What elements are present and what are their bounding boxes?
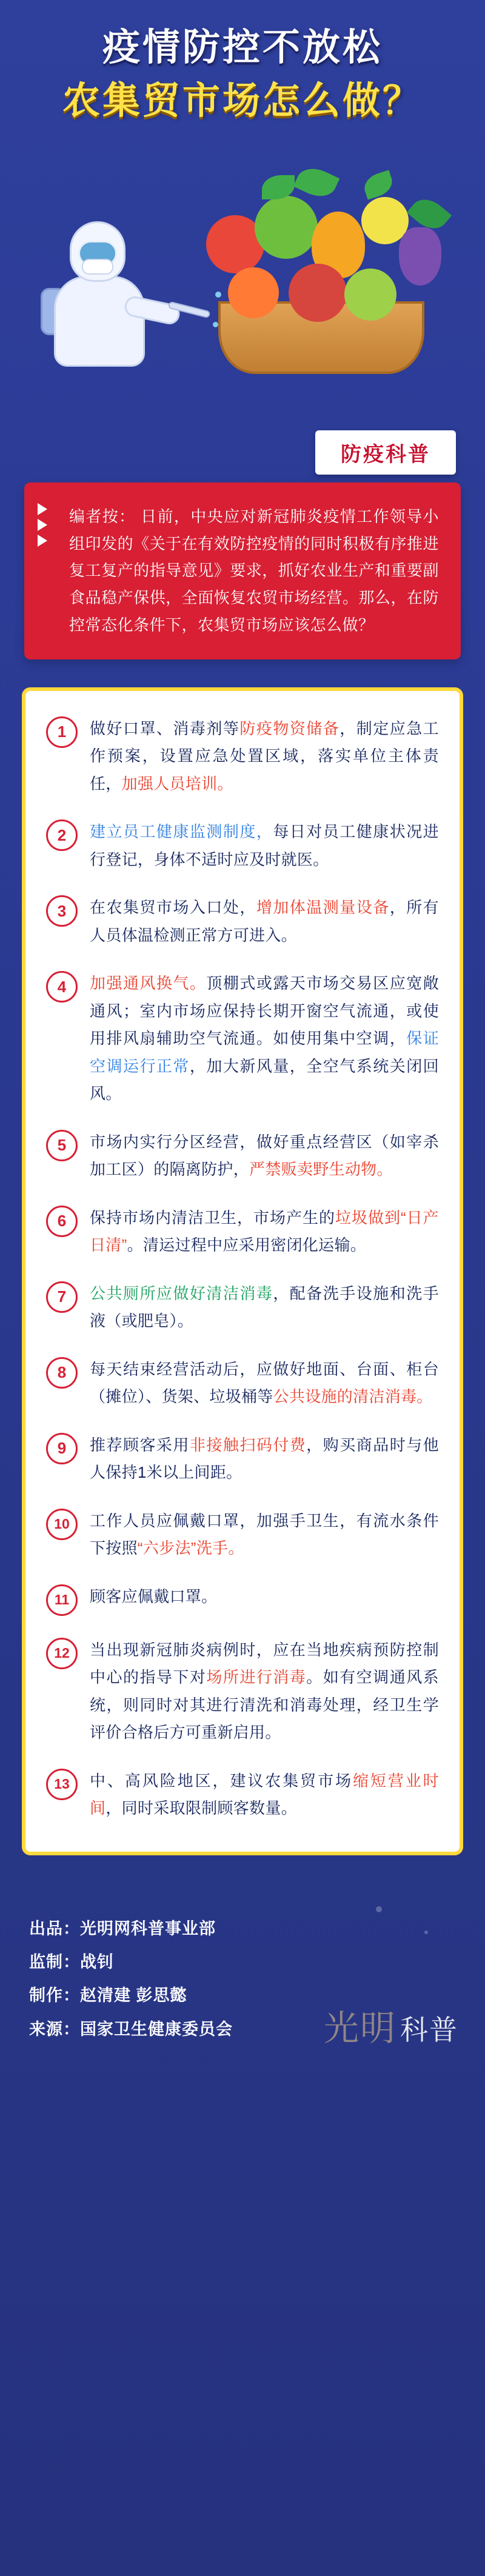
guideline-text-segment: 每日对员工健康状况进行登记，身体不适时应及时就医。 [90,823,439,869]
guideline-number-badge: 5 [46,1130,78,1161]
page-title-line2: 农集贸市场怎么做？ [62,79,423,122]
sanitation-worker-icon [33,215,173,373]
guideline-text-segment: 加强通风换气。 [90,974,207,993]
footer-line-2: 制作：赵清建 彭思懿 [29,1986,187,2005]
guideline-text [90,715,439,798]
guideline-text-segment: 保证空调运行正常 [90,1029,440,1075]
leaf-icon [293,162,340,203]
guideline-text-segment: 增加体温测量设备 [256,898,390,917]
footer-line-3: 来源：国家卫生健康委员会 [29,2020,233,2038]
guideline-text-segment: 中、高风险地区，建议农集贸市场 [90,1771,353,1790]
guideline-number-badge: 9 [46,1433,78,1464]
title-block [0,24,485,124]
page-title-line1: 疫情防控不放松 [102,27,383,68]
guideline-text-segment: 防疫物资储备 [239,719,340,738]
guideline-text-segment: 建立员工健康监测制度， [90,823,273,841]
guideline-text-segment: 非接触扫码付费 [189,1435,307,1454]
poster-footer [0,1888,485,2088]
guideline-text-segment: ，配备洗手设施和洗手液（或肥皂）。 [90,1284,439,1330]
guideline-text-segment: 在农集贸市场入口处， [90,898,256,917]
brand-logo [324,2000,458,2050]
worker-body [54,276,145,367]
guideline-item [46,894,439,949]
guideline-item [46,1507,439,1563]
cabbage-icon [255,196,318,259]
guideline-text-segment: 顾客应佩戴口罩。 [90,1587,218,1606]
guideline-text-segment: 加强人员培训。 [121,774,233,793]
guideline-list-card [22,687,463,1855]
guideline-text-segment: ，制定应急工作预案，设置应急处置区域，落实单位主体责任， [90,719,439,793]
guideline-text [90,1583,439,1611]
guideline-number-badge: 1 [46,716,78,748]
guideline-item [46,1637,439,1747]
guideline-item [46,1583,439,1616]
brand-name-main: 光明 [323,2008,396,2048]
guideline-text-segment: 垃圾做到“日产日清” [90,1208,439,1255]
guideline-text-segment: ，购买商品时与他人保持1米以上间距。 [90,1435,439,1482]
guideline-item [46,1129,439,1184]
guideline-text-segment: ，加大新风量，全空气系统关闭回风。 [90,1056,439,1103]
arrow-right-icon [38,503,47,515]
guideline-text [90,1507,439,1563]
guideline-number-badge: 10 [46,1509,78,1540]
guideline-item [46,818,439,873]
guideline-text-segment: 公共设施的清洁消毒。 [273,1387,433,1406]
melon-icon [344,269,396,321]
guideline-text [90,1432,439,1487]
guideline-text-segment: 。如有空调通风系统，则同时对其进行清洗和消毒处理，经卫生学评价合格后方可重新启用。 [90,1668,439,1742]
editor-note-text: 编者按： 日前，中央应对新冠肺炎疫情工作领导小组印发的《关于在有效防控疫情的同时积极有序推进复工复产的指导意见》要求，抓好农业生产和重要副食品稳产保供，全面恢复农贸市场经营。那么，在防控常态化条件下，农集贸市场应该怎么做？ [69,507,439,634]
guideline-text-segment: 顶棚式或露天市场交易区应宽敞通风；室内市场应保持长期开窗空气流通，或使用排风扇辅助空气流通。如使用集中空调， [90,974,440,1048]
guideline-number-badge: 7 [46,1281,78,1313]
guideline-text-segment: 严禁贩卖野生动物。 [249,1160,393,1179]
guideline-text-segment: 场所进行消毒 [206,1668,307,1687]
guideline-text-segment: 每天结束经营活动后，应做好地面、台面、柜台（摊位）、货架、垃圾桶等 [90,1360,439,1406]
guideline-text [90,1767,439,1823]
vegetables-illustration [182,161,467,385]
guideline-text-segment: 做好口罩、消毒剂等 [90,719,240,738]
footer-line-0: 出品：光明网科普事业部 [29,1919,216,1938]
guideline-text [90,1204,439,1260]
guideline-number-badge: 2 [46,819,78,851]
arrow-marker-group [38,503,47,547]
guideline-item [46,1767,439,1823]
guideline-number-badge: 4 [46,971,78,1003]
guideline-text [90,818,439,873]
guideline-text-segment: “六步法”洗手。 [137,1539,244,1558]
guideline-text-segment: 市场内实行分区经营，做好重点经营区（如宰杀加工区）的隔离防护， [90,1132,439,1179]
guideline-item [46,1280,439,1335]
guideline-text [90,1280,439,1335]
poster-header [0,0,485,424]
guideline-number-badge: 11 [46,1584,78,1616]
footer-line-1: 监制：战钊 [29,1952,114,1971]
guideline-item [46,970,439,1108]
guideline-item [46,1356,439,1411]
apple-icon [289,264,347,322]
guideline-number-badge: 12 [46,1638,78,1669]
guideline-number-badge: 8 [46,1357,78,1389]
guideline-item [46,1204,439,1260]
guideline-number-badge: 13 [46,1769,78,1800]
guideline-text-segment: 工作人员应佩戴口罩，加强手卫生，有流水条件下按照 [90,1511,439,1558]
tag-row [0,430,485,476]
editor-note-box [24,482,461,659]
guideline-text [90,894,439,949]
guideline-text-segment: 当出现新冠肺炎病例时，应在当地疾病预防控制中心的指导下对 [90,1640,439,1687]
guideline-text-segment: 保持市场内清洁卫生，市场产生的 [90,1208,336,1227]
eggplant-icon [399,227,441,285]
arrow-right-icon [38,519,47,531]
guideline-text-segment: 。清运过程中应采用密闭化运输。 [127,1236,367,1255]
category-badge: 防疫科普 [315,430,456,475]
brand-name-sub: 科普 [400,2014,458,2046]
guideline-text-segment: 推荐顾客采用 [90,1435,190,1454]
leaf-icon [361,170,396,199]
guideline-text [90,1356,439,1411]
orange-icon [228,267,279,318]
guideline-text-segment: ，同时采取限制顾客数量。 [105,1799,297,1818]
guideline-item [46,715,439,798]
guideline-text-segment: ，所有人员体温检测正常方可进入。 [90,898,439,944]
guideline-text [90,1129,439,1184]
guideline-text-segment: 缩短营业时间 [90,1771,439,1818]
guideline-text [90,1637,439,1747]
header-illustration [0,136,485,397]
guideline-list [46,715,439,1823]
guideline-item [46,1432,439,1487]
guideline-number-badge: 3 [46,895,78,927]
guideline-text [90,970,439,1108]
guideline-text-segment: 公共厕所应做好清洁消毒 [90,1284,273,1303]
arrow-right-icon [38,535,47,547]
guideline-number-badge: 6 [46,1206,78,1237]
face-mask-icon [82,259,113,275]
